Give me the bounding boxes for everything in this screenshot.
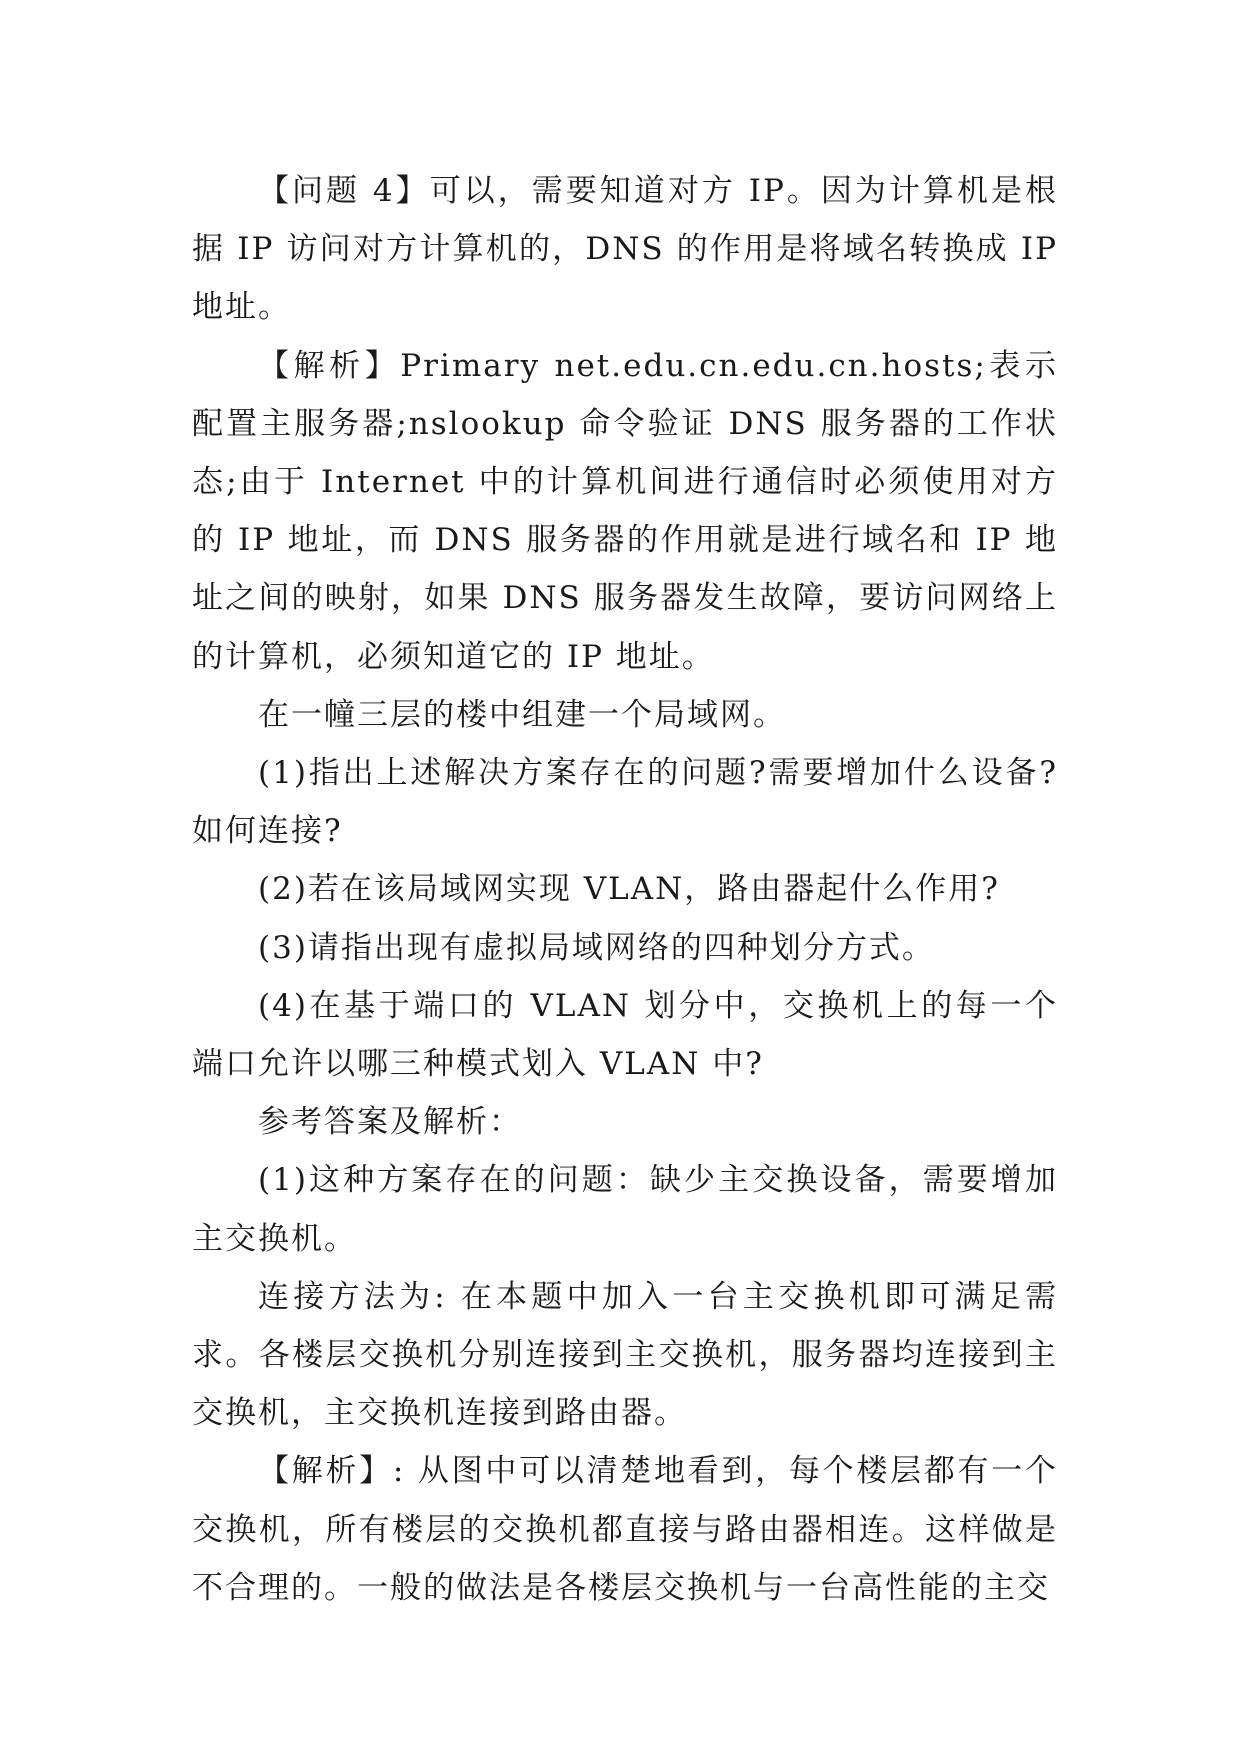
paragraph-analysis-switch: 【解析】: 从图中可以清楚地看到，每个楼层都有一个交换机，所有楼层的交换机都直接与路由器相连。这样做是不合理的。一般的做法是各楼层交换机与一台高性能的主交: [192, 1453, 1058, 1606]
paragraph-question-1: (1)指出上述解决方案存在的问题?需要增加什么设备?如何连接?: [192, 755, 1058, 850]
paragraph-question-2: (2)若在该局域网实现 VLAN，路由器起什么作用?: [258, 871, 1000, 908]
document-body: [192, 162, 1058, 1617]
paragraph-question-3: (3)请指出现有虚拟局域网络的四种划分方式。: [258, 929, 935, 966]
paragraph-answer-question-4: 【问题 4】可以，需要知道对方 IP。因为计算机是根据 IP 访问对方计算机的，DNS 的作用是将域名转换成 IP 地址。: [192, 173, 1058, 326]
paragraph-question-4: (4)在基于端口的 VLAN 划分中，交换机上的每一个端口允许以哪三种模式划入 VLAN 中?: [192, 987, 1058, 1083]
paragraph-connection-method: 连接方法为: 在本题中加入一台主交换机即可满足需求。各楼层交换机分别连接到主交换机，服务器均连接到主交换机，主交换机连接到路由器。: [192, 1278, 1058, 1432]
paragraph-question-intro: 在一幢三层的楼中组建一个局域网。: [258, 696, 786, 733]
paragraph-analysis-dns: 【解析】Primary net.edu.cn.edu.cn.hosts;表示配置主服务器;nslookup 命令验证 DNS 服务器的工作状态;由于 Internet 中的计算机间进行通信时必须使用对方的 IP 地址，而 DNS 服务器的作用就是进行域名和 IP 地址之间的映射，如果 DNS 服务器发生故障，要访问网络上的计算机，必须知道它的 IP 地址。: [192, 347, 1058, 675]
paragraph-answer-heading: 参考答案及解析：: [258, 1104, 522, 1141]
paragraph-answer-1: (1)这种方案存在的问题：缺少主交换设备，需要增加主交换机。: [192, 1162, 1058, 1257]
